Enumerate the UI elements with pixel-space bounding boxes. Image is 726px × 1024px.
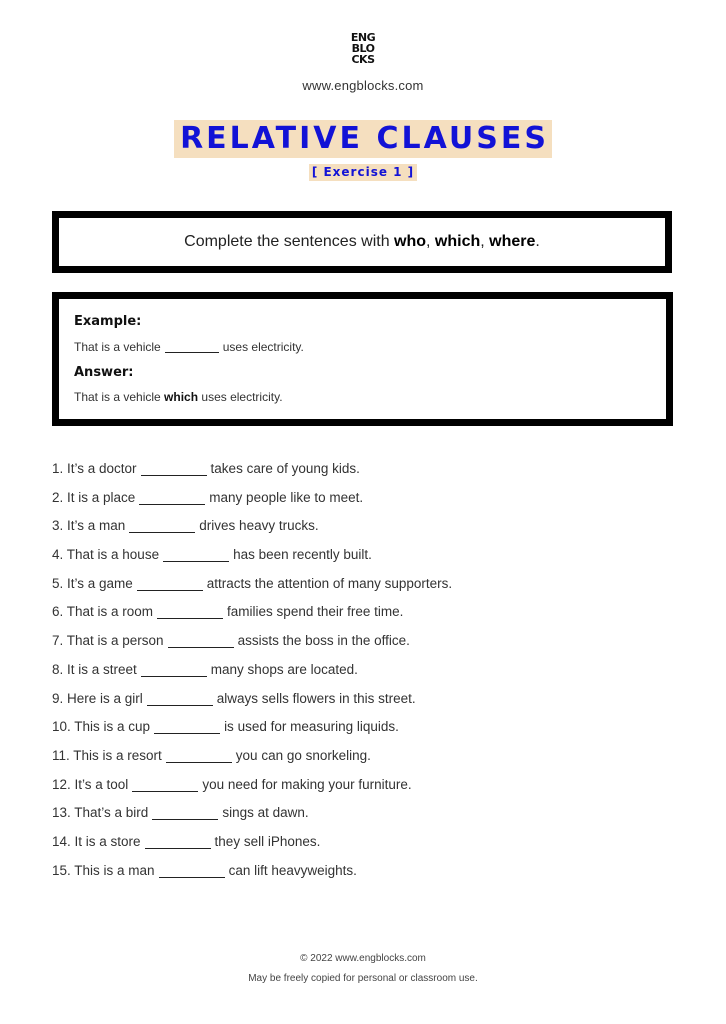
question-list — [52, 459, 672, 889]
example-box — [52, 292, 673, 426]
exercise-subtitle: [ Exercise 1 ] — [309, 164, 417, 181]
answer-blank[interactable] — [129, 531, 195, 533]
question-before: 9. Here is a girl — [52, 690, 143, 706]
question-before: 13. That’s a bird — [52, 805, 149, 821]
question-item — [52, 775, 672, 804]
question-item — [52, 459, 672, 488]
question-after: you need for making your furniture. — [202, 776, 412, 792]
question-item — [52, 516, 672, 545]
answer-blank[interactable] — [141, 474, 207, 476]
keyword-who: who — [394, 233, 427, 250]
footer-license: May be freely copied for personal or classroom use. — [248, 973, 478, 984]
question-after: takes care of young kids. — [210, 461, 360, 476]
question-before: 3. It’s a man — [52, 518, 126, 534]
answer-word: which — [164, 390, 199, 404]
question-before: 1. It’s a doctor — [52, 461, 137, 476]
example-sentence — [74, 340, 304, 354]
answer-before: That is a vehicle — [74, 390, 165, 404]
question-after: families spend their free time. — [227, 604, 404, 620]
title-container — [0, 120, 726, 158]
question-item — [52, 717, 672, 746]
answer-sentence — [74, 390, 283, 404]
example-blank — [165, 351, 219, 353]
answer-blank[interactable] — [159, 876, 225, 878]
question-after: they sell iPhones. — [214, 833, 321, 849]
site-url: www.engblocks.com — [302, 78, 424, 93]
example-after: uses electricity. — [222, 340, 304, 354]
question-before: 15. This is a man — [52, 862, 155, 878]
answer-blank[interactable] — [163, 560, 229, 562]
question-item — [52, 689, 672, 718]
logo-line: BLO — [351, 42, 375, 55]
question-before: 4. That is a house — [52, 547, 160, 563]
example-heading: Example: — [74, 314, 142, 329]
logo-line: CKS — [351, 53, 375, 66]
question-item — [52, 832, 672, 861]
page-title: RELATIVE CLAUSES — [174, 120, 552, 158]
engblocks-logo — [343, 32, 383, 65]
keyword-which: which — [434, 233, 481, 250]
answer-blank[interactable] — [145, 847, 211, 849]
answer-blank[interactable] — [157, 617, 223, 619]
question-after: is used for measuring liquids. — [224, 719, 399, 735]
question-before: 12. It’s a tool — [52, 776, 129, 792]
instructions-text — [184, 233, 540, 251]
question-after: can lift heavyweights. — [228, 862, 357, 878]
question-item — [52, 861, 672, 890]
question-item — [52, 602, 672, 631]
answer-blank[interactable] — [132, 790, 198, 792]
question-after: many shops are located. — [210, 661, 358, 677]
answer-blank[interactable] — [152, 818, 218, 820]
instructions-suffix: . — [535, 233, 540, 250]
instructions-prefix: Complete the sentences with — [184, 233, 395, 250]
question-item — [52, 803, 672, 832]
question-item — [52, 574, 672, 603]
question-before: 2. It is a place — [52, 489, 136, 505]
answer-after: uses electricity. — [198, 390, 283, 404]
question-before: 10. This is a cup — [52, 719, 151, 735]
question-after: many people like to meet. — [209, 489, 364, 505]
question-item — [52, 660, 672, 689]
question-before: 6. That is a room — [52, 604, 154, 620]
question-item — [52, 746, 672, 775]
answer-blank[interactable] — [168, 646, 234, 648]
answer-heading: Answer: — [74, 365, 134, 380]
logo-line: ENG — [350, 31, 376, 44]
question-before: 14. It is a store — [52, 833, 141, 849]
question-after: drives heavy trucks. — [199, 518, 319, 534]
footer-copyright: © 2022 www.engblocks.com — [300, 953, 426, 964]
question-after: assists the boss in the office. — [237, 633, 410, 649]
answer-blank[interactable] — [139, 503, 205, 505]
keyword-where: where — [489, 233, 536, 250]
question-after: has been recently built. — [233, 547, 372, 563]
question-item — [52, 488, 672, 517]
instructions-box — [52, 211, 672, 273]
question-before: 11. This is a resort — [52, 747, 162, 763]
question-after: you can go snorkeling. — [235, 747, 371, 763]
answer-blank[interactable] — [154, 732, 220, 734]
answer-blank[interactable] — [147, 704, 213, 706]
question-before: 7. That is a person — [52, 633, 164, 649]
instructions-separator: , — [426, 233, 435, 250]
answer-blank[interactable] — [166, 761, 232, 763]
question-item — [52, 631, 672, 660]
question-before: 8. It is a street — [52, 661, 137, 677]
instructions-separator: , — [480, 233, 490, 250]
example-before: That is a vehicle — [74, 340, 161, 354]
question-item — [52, 545, 672, 574]
question-after: always sells flowers in this street. — [216, 690, 416, 706]
answer-blank[interactable] — [141, 675, 207, 677]
subtitle-container — [0, 163, 726, 181]
question-before: 5. It’s a game — [52, 575, 133, 591]
question-after: sings at dawn. — [222, 805, 309, 821]
question-after: attracts the attention of many supporters. — [206, 575, 453, 591]
answer-blank[interactable] — [137, 589, 203, 591]
